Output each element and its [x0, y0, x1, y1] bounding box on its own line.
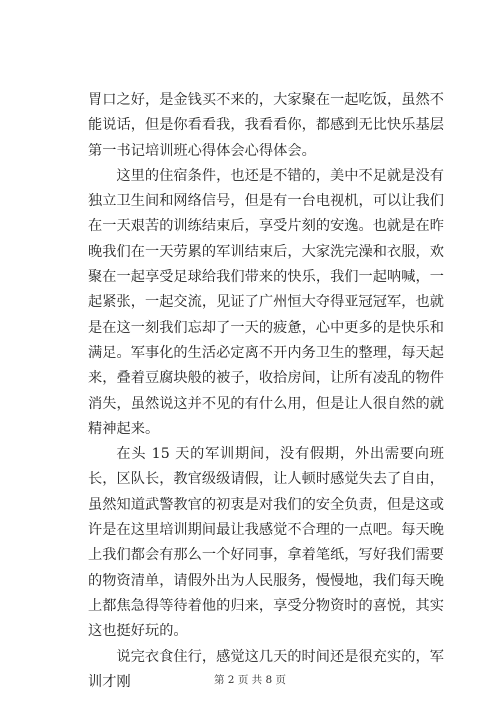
document-body: [88, 88, 444, 695]
paragraph-2: 这里的住宿条件，也还是不错的，美中不足就是没有独立卫生间和网络信号，但是有一台电视机，可以让我们在一天艰苦的训练结束后，享受片刻的安逸。也就是在昨晚我们在一天劳累的军训结束后，大家洗完澡和衣服，欢聚在一起享受足球给我们带来的快乐，我们一起呐喊，一起紧张，一起交流，见证了广州恒大夺得亚冠冠军，也就是在这一刻我们忘却了一天的疲惫，心中更多的是快乐和满足。军事化的生活必定离不开内务卫生的整理，每天起来，叠着豆腐块般的被子，收拾房间，让所有凌乱的物件消失，虽然说这并不见的有什么用，但是让人很自然的就精神起来。: [88, 167, 444, 437]
page-number-footer: 第 2 页 共 8 页: [213, 674, 287, 686]
paragraph-3: 在头 15 天的军训期间，没有假期，外出需要向班长，区队长，教官级级请假，让人顿时感觉失去了自由，虽然知道武警教官的初衷是对我们的安全负责，但是这或许是在这里培训期间最让我感觉不合理的一点吧。每天晚上我们都会有那么一个好同事，拿着笔纸，写好我们需要的物资清单，请假外出为人民服务，慢慢地，我们每天晚上都焦急得等待着他的归来，享受分物资时的喜悦，其实这也挺好玩的。: [88, 446, 444, 640]
paragraph-1: 胃口之好，是金钱买不来的，大家聚在一起吃饭，虽然不能说话，但是你看看我，我看看你，都感到无比快乐基层第一书记培训班心得体会心得体会。: [88, 92, 444, 159]
paragraph-4: 说完衣食住行，感觉这几天的时间还是很充实的，军训才刚: [88, 648, 444, 690]
